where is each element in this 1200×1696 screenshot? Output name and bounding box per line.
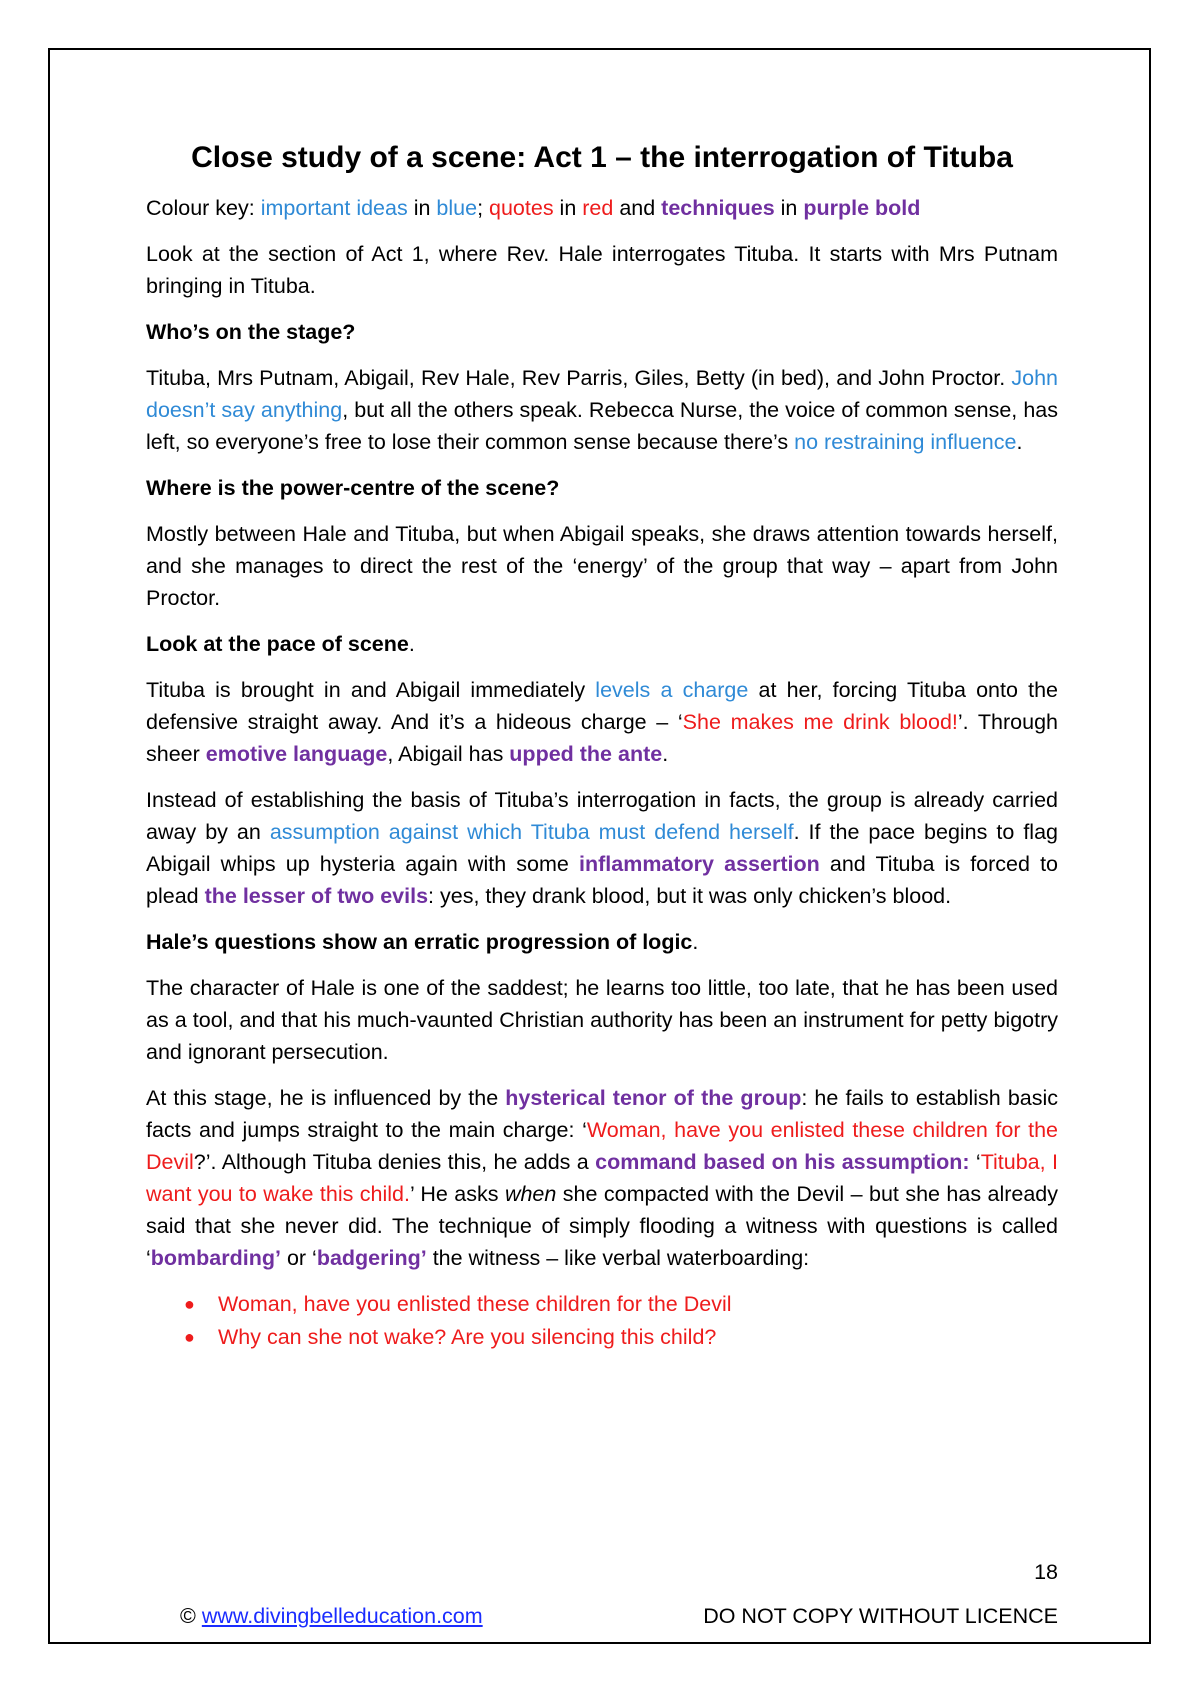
key-text: in: [407, 196, 437, 220]
page-title: Close study of a scene: Act 1 – the interrogation of Tituba: [191, 141, 1013, 174]
technique-run: emotive language: [205, 742, 388, 766]
key-text: ;: [477, 196, 490, 220]
text-run: the witness – like verbal waterboarding:: [426, 1246, 810, 1270]
idea-run: no restraining influence: [794, 430, 1017, 454]
quote-run: Tituba, I want you to wake this child.: [146, 1150, 1058, 1206]
key-important-ideas: important ideas: [260, 196, 408, 220]
text-run: ’ He asks: [409, 1182, 505, 1206]
text-run: .: [408, 632, 415, 656]
quote-run: She makes me drink blood!: [682, 710, 958, 734]
paragraph-power-centre: Mostly between Hale and Tituba, but when Abigail speaks, she draws attention towards herself, and she manages to direct the rest of the ‘energy’ of the group that way – apart from John Proctor.: [146, 522, 1058, 610]
quote-list: [146, 1288, 1058, 1354]
text-run: : he fails to establish basic facts and jumps straight to the main charge: ‘: [146, 1086, 1059, 1142]
heading-pace-text: Look at the pace of scene: [146, 632, 409, 656]
list-item: [184, 1321, 1058, 1354]
text-run: , but all the others speak. Rebecca Nurse, the voice of common sense, has left, so everyone’s free to lose their common sense because there’s: [146, 398, 1058, 454]
colour-key: [146, 192, 1058, 224]
text-run: or ‘: [280, 1246, 317, 1270]
heading-hale-questions: [146, 926, 1058, 958]
copyright-symbol: ©: [180, 1604, 202, 1628]
technique-run: upped the ante: [509, 742, 663, 766]
key-text: in: [553, 196, 583, 220]
paragraph-hale-influence: [146, 1082, 1058, 1274]
intro-paragraph: Look at the section of Act 1, where Rev. Hale interrogates Tituba. It starts with Mrs Putnam bringing in Tituba.: [146, 242, 1058, 298]
idea-run: John doesn’t say anything: [146, 366, 1058, 422]
text-run: Tituba is brought in and Abigail immediately: [146, 678, 596, 702]
text-run: .: [662, 742, 669, 766]
text-run: ‘: [969, 1150, 981, 1174]
technique-run: inflammatory assertion: [579, 852, 820, 876]
key-red: red: [582, 196, 614, 220]
technique-run: command based on his assumption:: [595, 1150, 970, 1174]
text-run: Tituba, Mrs Putnam, Abigail, Rev Hale, Rev Parris, Giles, Betty (in bed), and John Proctor.: [146, 366, 1012, 390]
heading-whos-on-stage: Who’s on the stage?: [146, 320, 356, 344]
technique-run: the lesser of two evils: [204, 884, 429, 908]
page-number: 18: [1034, 1560, 1058, 1584]
paragraph-hale-character: The character of Hale is one of the saddest; he learns too little, too late, that he has been used as a tool, and that his much-vaunted Christian authority has been an instrument for petty bigotry and ignorant persecution.: [146, 976, 1058, 1064]
footer-copyright: [180, 1604, 483, 1629]
heading-pace: [146, 628, 1058, 660]
key-blue: blue: [436, 196, 478, 220]
list-item-text: Woman, have you enlisted these children for the Devil: [218, 1292, 732, 1316]
idea-run: levels a charge: [595, 678, 749, 702]
document-body: [146, 140, 1058, 1354]
paragraph-whos-on-stage: [146, 362, 1058, 458]
bullet-icon: ●: [184, 1327, 195, 1347]
text-run: ?’. Although Tituba denies this, he adds a: [193, 1150, 596, 1174]
key-quotes: quotes: [489, 196, 554, 220]
paragraph-pace: [146, 674, 1058, 770]
website-link[interactable]: www.divingbelleducation.com: [201, 1604, 483, 1628]
text-run: she compacted with the Devil – but she has already said that she never did. The technique of simply flooding a witness with questions is called ‘: [146, 1182, 1059, 1270]
text-run: ’. Through sheer: [146, 710, 1058, 766]
text-run: At this stage, he is influenced by the: [146, 1086, 506, 1110]
text-run: : yes, they drank blood, but it was only chicken’s blood.: [428, 884, 952, 908]
paragraph-assumption: [146, 784, 1058, 912]
text-run: . If the pace begins to flag Abigail whips up hysteria again with some: [146, 820, 1058, 876]
text-run: .: [1016, 430, 1023, 454]
text-run: Instead of establishing the basis of Tituba’s interrogation in facts, the group is already carried away by an: [146, 788, 1058, 844]
idea-run: assumption against which Tituba must defend herself: [269, 820, 794, 844]
text-run: and Tituba is forced to plead: [146, 852, 1059, 908]
heading-power-centre: Where is the power-centre of the scene?: [146, 476, 560, 500]
key-purple-bold: purple bold: [803, 196, 921, 220]
technique-run: bombarding’: [150, 1246, 281, 1270]
list-item-text: Why can she not wake? Are you silencing this child?: [218, 1325, 717, 1349]
emphasis-run: when: [504, 1182, 557, 1206]
text-run: .: [692, 930, 699, 954]
technique-run: hysterical tenor of the group: [505, 1086, 802, 1110]
key-text: Colour key:: [146, 196, 261, 220]
text-run: at her, forcing Tituba onto the defensive straight away. And it’s a hideous charge – ‘: [146, 678, 1058, 734]
key-techniques: techniques: [661, 196, 775, 220]
footer-notice: DO NOT COPY WITHOUT LICENCE: [703, 1604, 1058, 1628]
technique-run: badgering’: [316, 1246, 427, 1270]
list-item: [184, 1288, 1058, 1321]
key-text: in: [774, 196, 804, 220]
text-run: , Abigail has: [387, 742, 510, 766]
quote-run: Woman, have you enlisted these children for the Devil: [146, 1118, 1059, 1174]
key-text: and: [613, 196, 662, 220]
bullet-icon: ●: [184, 1294, 195, 1314]
heading-hale-questions-text: Hale’s questions show an erratic progression of logic: [146, 930, 693, 954]
